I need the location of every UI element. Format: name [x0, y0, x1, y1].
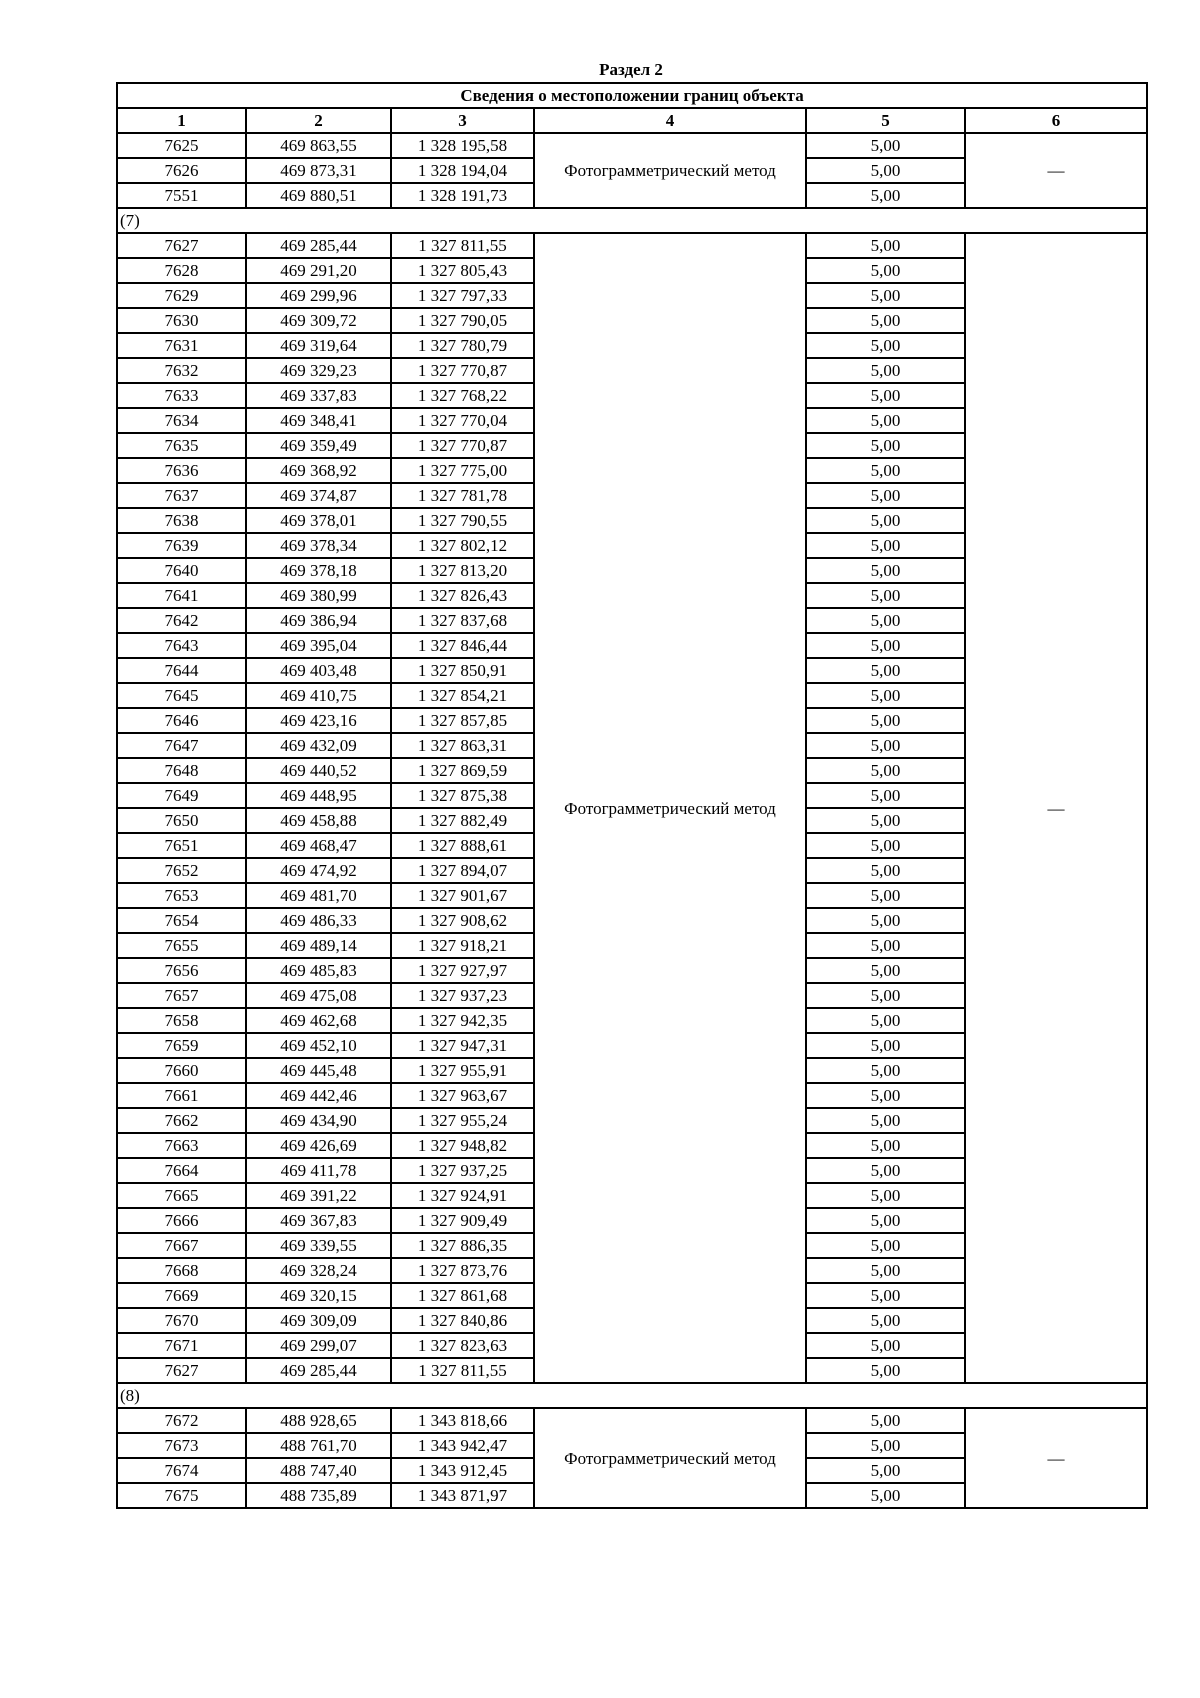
y-coordinate-cell: 1 327 937,25 — [391, 1158, 534, 1183]
table-row — [117, 133, 1147, 158]
x-coordinate-cell: 469 337,83 — [246, 383, 391, 408]
x-coordinate-cell: 469 474,92 — [246, 858, 391, 883]
y-coordinate-cell: 1 327 869,59 — [391, 758, 534, 783]
point-number-cell: 7627 — [117, 233, 246, 258]
accuracy-cell: 5,00 — [806, 133, 965, 158]
y-coordinate-cell: 1 327 857,85 — [391, 708, 534, 733]
column-header: 3 — [391, 108, 534, 133]
point-number-cell: 7627 — [117, 1358, 246, 1383]
y-coordinate-cell: 1 343 942,47 — [391, 1433, 534, 1458]
point-number-cell: 7670 — [117, 1308, 246, 1333]
accuracy-cell: 5,00 — [806, 1158, 965, 1183]
section-title: Раздел 2 — [599, 60, 663, 79]
y-coordinate-cell: 1 327 823,63 — [391, 1333, 534, 1358]
accuracy-cell: 5,00 — [806, 733, 965, 758]
x-coordinate-cell: 469 329,23 — [246, 358, 391, 383]
accuracy-cell: 5,00 — [806, 758, 965, 783]
accuracy-cell: 5,00 — [806, 1333, 965, 1358]
accuracy-cell: 5,00 — [806, 258, 965, 283]
x-coordinate-cell: 469 299,07 — [246, 1333, 391, 1358]
point-number-cell: 7635 — [117, 433, 246, 458]
point-number-cell: 7642 — [117, 608, 246, 633]
x-coordinate-cell: 469 309,09 — [246, 1308, 391, 1333]
accuracy-cell: 5,00 — [806, 508, 965, 533]
method-cell: Фотограмметрический метод — [534, 1408, 806, 1508]
point-number-cell: 7675 — [117, 1483, 246, 1508]
y-coordinate-cell: 1 327 780,79 — [391, 333, 534, 358]
accuracy-cell: 5,00 — [806, 1433, 965, 1458]
accuracy-cell: 5,00 — [806, 1458, 965, 1483]
y-coordinate-cell: 1 327 894,07 — [391, 858, 534, 883]
point-number-cell: 7661 — [117, 1083, 246, 1108]
x-coordinate-cell: 469 319,64 — [246, 333, 391, 358]
x-coordinate-cell: 469 309,72 — [246, 308, 391, 333]
x-coordinate-cell: 469 328,24 — [246, 1258, 391, 1283]
x-coordinate-cell: 469 391,22 — [246, 1183, 391, 1208]
point-number-cell: 7643 — [117, 633, 246, 658]
x-coordinate-cell: 469 448,95 — [246, 783, 391, 808]
y-coordinate-cell: 1 327 927,97 — [391, 958, 534, 983]
y-coordinate-cell: 1 328 194,04 — [391, 158, 534, 183]
x-coordinate-cell: 469 475,08 — [246, 983, 391, 1008]
y-coordinate-cell: 1 327 811,55 — [391, 1358, 534, 1383]
y-coordinate-cell: 1 327 947,31 — [391, 1033, 534, 1058]
point-number-cell: 7648 — [117, 758, 246, 783]
x-coordinate-cell: 469 386,94 — [246, 608, 391, 633]
x-coordinate-cell: 469 442,46 — [246, 1083, 391, 1108]
x-coordinate-cell: 469 291,20 — [246, 258, 391, 283]
point-number-cell: 7639 — [117, 533, 246, 558]
point-number-cell: 7660 — [117, 1058, 246, 1083]
accuracy-cell: 5,00 — [806, 608, 965, 633]
accuracy-cell: 5,00 — [806, 883, 965, 908]
point-number-cell: 7629 — [117, 283, 246, 308]
accuracy-cell: 5,00 — [806, 683, 965, 708]
x-coordinate-cell: 469 434,90 — [246, 1108, 391, 1133]
accuracy-cell: 5,00 — [806, 1033, 965, 1058]
y-coordinate-cell: 1 327 863,31 — [391, 733, 534, 758]
accuracy-cell: 5,00 — [806, 383, 965, 408]
accuracy-cell: 5,00 — [806, 983, 965, 1008]
y-coordinate-cell: 1 327 882,49 — [391, 808, 534, 833]
point-number-cell: 7666 — [117, 1208, 246, 1233]
accuracy-cell: 5,00 — [806, 283, 965, 308]
column-header: 1 — [117, 108, 246, 133]
y-coordinate-cell: 1 327 837,68 — [391, 608, 534, 633]
accuracy-cell: 5,00 — [806, 358, 965, 383]
y-coordinate-cell: 1 327 955,24 — [391, 1108, 534, 1133]
contour-label: (8) — [117, 1383, 1147, 1408]
accuracy-cell: 5,00 — [806, 908, 965, 933]
y-coordinate-cell: 1 328 191,73 — [391, 183, 534, 208]
x-coordinate-cell: 469 368,92 — [246, 458, 391, 483]
point-number-cell: 7672 — [117, 1408, 246, 1433]
point-number-cell: 7641 — [117, 583, 246, 608]
point-number-cell: 7640 — [117, 558, 246, 583]
y-coordinate-cell: 1 327 942,35 — [391, 1008, 534, 1033]
point-number-cell: 7657 — [117, 983, 246, 1008]
y-coordinate-cell: 1 327 768,22 — [391, 383, 534, 408]
x-coordinate-cell: 469 462,68 — [246, 1008, 391, 1033]
accuracy-cell: 5,00 — [806, 858, 965, 883]
point-number-cell: 7658 — [117, 1008, 246, 1033]
accuracy-cell: 5,00 — [806, 1308, 965, 1333]
accuracy-cell: 5,00 — [806, 658, 965, 683]
accuracy-cell: 5,00 — [806, 1233, 965, 1258]
x-coordinate-cell: 488 761,70 — [246, 1433, 391, 1458]
table-row — [117, 1408, 1147, 1433]
accuracy-cell: 5,00 — [806, 433, 965, 458]
x-coordinate-cell: 488 747,40 — [246, 1458, 391, 1483]
point-number-cell: 7626 — [117, 158, 246, 183]
point-number-cell: 7644 — [117, 658, 246, 683]
point-number-cell: 7653 — [117, 883, 246, 908]
y-coordinate-cell: 1 327 770,04 — [391, 408, 534, 433]
x-coordinate-cell: 469 367,83 — [246, 1208, 391, 1233]
y-coordinate-cell: 1 327 781,78 — [391, 483, 534, 508]
x-coordinate-cell: 469 486,33 — [246, 908, 391, 933]
accuracy-cell: 5,00 — [806, 1108, 965, 1133]
contour-label-row — [117, 208, 1147, 233]
x-coordinate-cell: 469 378,01 — [246, 508, 391, 533]
point-number-cell: 7628 — [117, 258, 246, 283]
y-coordinate-cell: 1 327 854,21 — [391, 683, 534, 708]
x-coordinate-cell: 469 339,55 — [246, 1233, 391, 1258]
point-number-cell: 7646 — [117, 708, 246, 733]
x-coordinate-cell: 469 440,52 — [246, 758, 391, 783]
y-coordinate-cell: 1 328 195,58 — [391, 133, 534, 158]
x-coordinate-cell: 469 426,69 — [246, 1133, 391, 1158]
column-header: 2 — [246, 108, 391, 133]
y-coordinate-cell: 1 327 805,43 — [391, 258, 534, 283]
x-coordinate-cell: 469 299,96 — [246, 283, 391, 308]
accuracy-cell: 5,00 — [806, 408, 965, 433]
point-number-cell: 7636 — [117, 458, 246, 483]
point-number-cell: 7667 — [117, 1233, 246, 1258]
x-coordinate-cell: 469 880,51 — [246, 183, 391, 208]
table-caption: Сведения о местоположении границ объекта — [117, 83, 1147, 108]
accuracy-cell: 5,00 — [806, 1258, 965, 1283]
point-number-cell: 7664 — [117, 1158, 246, 1183]
point-number-cell: 7633 — [117, 383, 246, 408]
point-number-cell: 7634 — [117, 408, 246, 433]
y-coordinate-cell: 1 327 826,43 — [391, 583, 534, 608]
y-coordinate-cell: 1 327 775,00 — [391, 458, 534, 483]
x-coordinate-cell: 488 735,89 — [246, 1483, 391, 1508]
y-coordinate-cell: 1 327 918,21 — [391, 933, 534, 958]
y-coordinate-cell: 1 327 770,87 — [391, 358, 534, 383]
accuracy-cell: 5,00 — [806, 1183, 965, 1208]
y-coordinate-cell: 1 327 873,76 — [391, 1258, 534, 1283]
table-row — [117, 233, 1147, 258]
y-coordinate-cell: 1 327 811,55 — [391, 233, 534, 258]
y-coordinate-cell: 1 327 846,44 — [391, 633, 534, 658]
point-number-cell: 7645 — [117, 683, 246, 708]
accuracy-cell: 5,00 — [806, 483, 965, 508]
contour-label-row — [117, 1383, 1147, 1408]
column-6-cell: — — [965, 133, 1147, 208]
column-header: 5 — [806, 108, 965, 133]
accuracy-cell: 5,00 — [806, 1058, 965, 1083]
x-coordinate-cell: 469 481,70 — [246, 883, 391, 908]
point-number-cell: 7647 — [117, 733, 246, 758]
accuracy-cell: 5,00 — [806, 583, 965, 608]
accuracy-cell: 5,00 — [806, 1208, 965, 1233]
y-coordinate-cell: 1 327 888,61 — [391, 833, 534, 858]
y-coordinate-cell: 1 327 901,67 — [391, 883, 534, 908]
y-coordinate-cell: 1 327 790,55 — [391, 508, 534, 533]
y-coordinate-cell: 1 327 948,82 — [391, 1133, 534, 1158]
x-coordinate-cell: 469 403,48 — [246, 658, 391, 683]
x-coordinate-cell: 469 378,34 — [246, 533, 391, 558]
point-number-cell: 7649 — [117, 783, 246, 808]
point-number-cell: 7665 — [117, 1183, 246, 1208]
x-coordinate-cell: 469 285,44 — [246, 233, 391, 258]
y-coordinate-cell: 1 327 886,35 — [391, 1233, 534, 1258]
x-coordinate-cell: 469 395,04 — [246, 633, 391, 658]
x-coordinate-cell: 469 348,41 — [246, 408, 391, 433]
x-coordinate-cell: 469 410,75 — [246, 683, 391, 708]
point-number-cell: 7663 — [117, 1133, 246, 1158]
x-coordinate-cell: 469 374,87 — [246, 483, 391, 508]
accuracy-cell: 5,00 — [806, 808, 965, 833]
point-number-cell: 7662 — [117, 1108, 246, 1133]
x-coordinate-cell: 469 452,10 — [246, 1033, 391, 1058]
accuracy-cell: 5,00 — [806, 933, 965, 958]
point-number-cell: 7650 — [117, 808, 246, 833]
accuracy-cell: 5,00 — [806, 233, 965, 258]
y-coordinate-cell: 1 327 924,91 — [391, 1183, 534, 1208]
point-number-cell: 7669 — [117, 1283, 246, 1308]
accuracy-cell: 5,00 — [806, 333, 965, 358]
accuracy-cell: 5,00 — [806, 783, 965, 808]
y-coordinate-cell: 1 327 802,12 — [391, 533, 534, 558]
method-cell: Фотограмметрический метод — [534, 233, 806, 1383]
y-coordinate-cell: 1 327 937,23 — [391, 983, 534, 1008]
x-coordinate-cell: 469 432,09 — [246, 733, 391, 758]
y-coordinate-cell: 1 327 850,91 — [391, 658, 534, 683]
x-coordinate-cell: 469 873,31 — [246, 158, 391, 183]
x-coordinate-cell: 469 359,49 — [246, 433, 391, 458]
point-number-cell: 7632 — [117, 358, 246, 383]
point-number-cell: 7651 — [117, 833, 246, 858]
x-coordinate-cell: 469 320,15 — [246, 1283, 391, 1308]
point-number-cell: 7654 — [117, 908, 246, 933]
y-coordinate-cell: 1 343 871,97 — [391, 1483, 534, 1508]
y-coordinate-cell: 1 343 818,66 — [391, 1408, 534, 1433]
caption-row — [117, 83, 1147, 108]
y-coordinate-cell: 1 327 875,38 — [391, 783, 534, 808]
contour-label: (7) — [117, 208, 1147, 233]
point-number-cell: 7652 — [117, 858, 246, 883]
y-coordinate-cell: 1 327 963,67 — [391, 1083, 534, 1108]
point-number-cell: 7671 — [117, 1333, 246, 1358]
accuracy-cell: 5,00 — [806, 558, 965, 583]
x-coordinate-cell: 469 411,78 — [246, 1158, 391, 1183]
boundary-coordinates-table — [116, 82, 1148, 1509]
accuracy-cell: 5,00 — [806, 183, 965, 208]
point-number-cell: 7638 — [117, 508, 246, 533]
accuracy-cell: 5,00 — [806, 1133, 965, 1158]
point-number-cell: 7631 — [117, 333, 246, 358]
accuracy-cell: 5,00 — [806, 833, 965, 858]
x-coordinate-cell: 469 863,55 — [246, 133, 391, 158]
column-6-cell: — — [965, 233, 1147, 1383]
y-coordinate-cell: 1 327 861,68 — [391, 1283, 534, 1308]
accuracy-cell: 5,00 — [806, 708, 965, 733]
y-coordinate-cell: 1 327 955,91 — [391, 1058, 534, 1083]
x-coordinate-cell: 469 468,47 — [246, 833, 391, 858]
point-number-cell: 7630 — [117, 308, 246, 333]
accuracy-cell: 5,00 — [806, 533, 965, 558]
y-coordinate-cell: 1 327 797,33 — [391, 283, 534, 308]
y-coordinate-cell: 1 327 813,20 — [391, 558, 534, 583]
y-coordinate-cell: 1 327 790,05 — [391, 308, 534, 333]
y-coordinate-cell: 1 327 909,49 — [391, 1208, 534, 1233]
y-coordinate-cell: 1 327 840,86 — [391, 1308, 534, 1333]
x-coordinate-cell: 469 423,16 — [246, 708, 391, 733]
point-number-cell: 7659 — [117, 1033, 246, 1058]
accuracy-cell: 5,00 — [806, 1358, 965, 1383]
accuracy-cell: 5,00 — [806, 458, 965, 483]
point-number-cell: 7637 — [117, 483, 246, 508]
accuracy-cell: 5,00 — [806, 158, 965, 183]
y-coordinate-cell: 1 327 770,87 — [391, 433, 534, 458]
x-coordinate-cell: 469 285,44 — [246, 1358, 391, 1383]
accuracy-cell: 5,00 — [806, 633, 965, 658]
point-number-cell: 7656 — [117, 958, 246, 983]
accuracy-cell: 5,00 — [806, 308, 965, 333]
method-cell: Фотограмметрический метод — [534, 133, 806, 208]
accuracy-cell: 5,00 — [806, 1483, 965, 1508]
column-6-cell: — — [965, 1408, 1147, 1508]
point-number-cell: 7551 — [117, 183, 246, 208]
x-coordinate-cell: 469 489,14 — [246, 933, 391, 958]
accuracy-cell: 5,00 — [806, 1008, 965, 1033]
y-coordinate-cell: 1 327 908,62 — [391, 908, 534, 933]
column-header: 6 — [965, 108, 1147, 133]
point-number-cell: 7625 — [117, 133, 246, 158]
accuracy-cell: 5,00 — [806, 1408, 965, 1433]
column-header: 4 — [534, 108, 806, 133]
x-coordinate-cell: 488 928,65 — [246, 1408, 391, 1433]
x-coordinate-cell: 469 485,83 — [246, 958, 391, 983]
x-coordinate-cell: 469 380,99 — [246, 583, 391, 608]
accuracy-cell: 5,00 — [806, 958, 965, 983]
y-coordinate-cell: 1 343 912,45 — [391, 1458, 534, 1483]
point-number-cell: 7673 — [117, 1433, 246, 1458]
point-number-cell: 7668 — [117, 1258, 246, 1283]
point-number-cell: 7674 — [117, 1458, 246, 1483]
accuracy-cell: 5,00 — [806, 1083, 965, 1108]
x-coordinate-cell: 469 458,88 — [246, 808, 391, 833]
column-header-row — [117, 108, 1147, 133]
accuracy-cell: 5,00 — [806, 1283, 965, 1308]
point-number-cell: 7655 — [117, 933, 246, 958]
x-coordinate-cell: 469 378,18 — [246, 558, 391, 583]
x-coordinate-cell: 469 445,48 — [246, 1058, 391, 1083]
